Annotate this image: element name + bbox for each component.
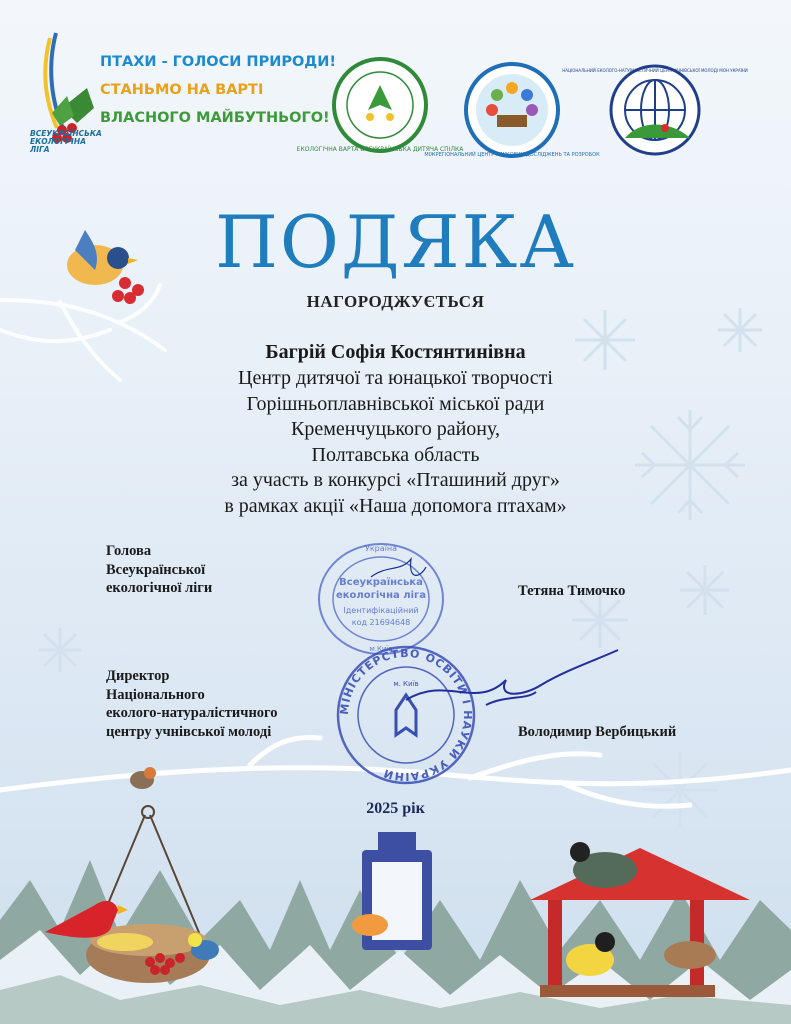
description-line: Полтавська область [311, 443, 480, 466]
ministry-stamp [336, 640, 636, 790]
description-line: в рамках акції «Наша допомога птахам» [224, 494, 567, 517]
stamp-text: м. Київ [393, 680, 419, 688]
recipient-name: Багрій Софія Костянтинівна [265, 341, 526, 363]
title-line: Національного [106, 686, 205, 703]
trident-icon [396, 695, 416, 735]
title-line: Директор [106, 668, 170, 684]
title-line: Голова [106, 543, 152, 559]
emblem-caption: НАЦІОНАЛЬНИЙ ЕКОЛОГО-НАТУРАЛІСТИЧНИЙ ЦЕНТР УЧНІВСЬКОЇ МОЛОДІ МОН УКРАЇНИ [562, 68, 748, 73]
slogan [100, 48, 336, 132]
emblem-caption: МІЖРЕГІОНАЛЬНИЙ ЦЕНТР НАУКОВИХ ДОСЛІДЖЕНЬ ТА РОЗРОБОК [424, 152, 600, 158]
title-line: центру учнівської молоді [106, 723, 272, 740]
title-line: Всеукраїнської [106, 561, 206, 578]
signatory-2-title [106, 667, 278, 741]
stamp-text: Україна [364, 544, 398, 553]
slogan-line: ВЛАСНОГО МАЙБУТНЬОГО! [100, 110, 330, 126]
stamp-text: м.Київ [369, 645, 393, 653]
stamp-text: екологічна ліга [335, 590, 427, 601]
year: 2025 рік [366, 800, 425, 817]
description-line: Центр дитячої та юнацької творчості [238, 367, 553, 389]
awarded-heading: НАГОРОДЖУЄТЬСЯ [306, 292, 485, 311]
page-title: ПОДЯКА [215, 200, 576, 284]
slogan-line: СТАНЬМО НА ВАРТІ [100, 82, 264, 98]
national-center-emblem [562, 60, 748, 160]
stamp-ring-text: МІНІСТЕРСТВО ОСВІТИ І НАУКИ УКРАЇНИ [337, 646, 475, 784]
league-stamp [316, 537, 451, 657]
title-line: екологічної ліги [106, 580, 213, 596]
description-line: за участь в конкурсі «Пташиний друг» [231, 469, 560, 491]
description-line: Кременчуцького району, [290, 418, 501, 440]
emblem-caption: ЕКОЛОГІЧНА ВАРТА ВСЕУКРАЇНСЬКА ДИТЯЧА СПІЛКА [296, 146, 464, 153]
stamp-text: Всеукраїнська [339, 577, 423, 588]
league-name: ВСЕУКРАЇНСЬКА ЕКОЛОГІЧНА ЛІГА [30, 129, 102, 154]
slogan-line: ПТАХИ - ГОЛОСИ ПРИРОДИ! [100, 54, 336, 70]
stamp-text: код 21694648 [351, 618, 411, 627]
title-line: еколого-натуралістичного [106, 705, 278, 721]
research-center-emblem [424, 60, 600, 160]
description-line: Горішньоплавнівської міської ради [246, 392, 545, 415]
signatory-1-title [106, 542, 212, 598]
ecological-guard-emblem [296, 55, 464, 155]
signatory-1-name: Тетяна Тимочко [518, 583, 626, 599]
lantern-illustration [352, 832, 432, 950]
signatory-2-name: Володимир Вербицький [518, 724, 677, 740]
stamp-text: Ідентифікаційний [343, 606, 419, 615]
award-description [0, 366, 791, 519]
